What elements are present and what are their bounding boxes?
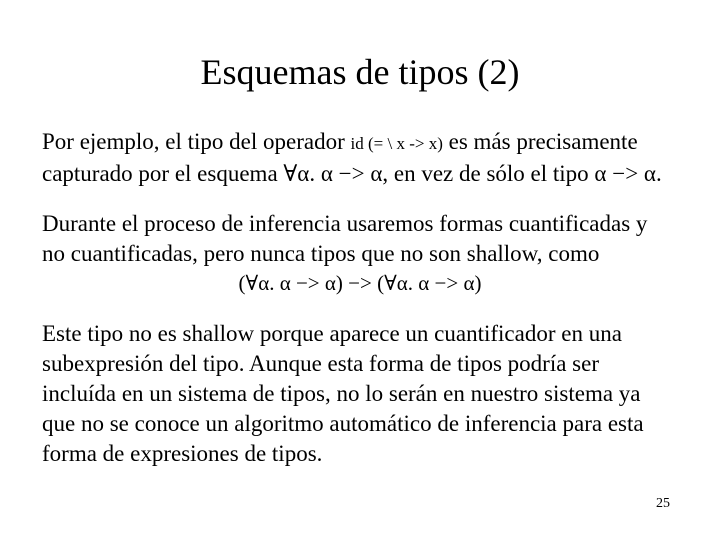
paragraph-example-line-1 bbox=[42, 127, 682, 159]
paragraph-shallow-line: forma de expresiones de tipos. bbox=[42, 441, 323, 466]
paragraph-shallow bbox=[42, 319, 682, 469]
type-formula: (∀α. α −> α) −> (∀α. α −> α) bbox=[238, 271, 482, 295]
paragraph-shallow-line: Este tipo no es shallow porque aparece un cuantificador en una bbox=[42, 321, 622, 346]
inline-code-id: id (= \ x -> x) bbox=[350, 134, 443, 153]
paragraph-example-line-2: capturado por el esquema ∀α. α −> α, en vez de sólo el tipo α −> α. bbox=[42, 161, 662, 186]
paragraph-inference-line-2: no cuantificadas, pero nunca tipos que no son shallow, como bbox=[42, 241, 600, 266]
page-number: 25 bbox=[656, 496, 670, 511]
paragraph-example bbox=[42, 127, 682, 189]
paragraph-inference-line-1: Durante el proceso de inferencia usaremos formas cuantificadas y bbox=[42, 211, 648, 236]
paragraph-example-text-start: Por ejemplo, el tipo del operador bbox=[42, 129, 351, 154]
paragraph-shallow-line: subexpresión del tipo. Aunque esta forma de tipos podría ser bbox=[42, 351, 599, 376]
paragraph-inference bbox=[42, 209, 682, 269]
paragraph-shallow-line: que no se conoce un algoritmo automático de inferencia para esta bbox=[42, 411, 644, 436]
slide-title: Esquemas de tipos (2) bbox=[200, 52, 520, 92]
paragraph-shallow-line: incluída en un sistema de tipos, no lo serán en nuestro sistema ya bbox=[42, 381, 641, 406]
paragraph-example-text-end: es más precisamente bbox=[442, 129, 638, 154]
